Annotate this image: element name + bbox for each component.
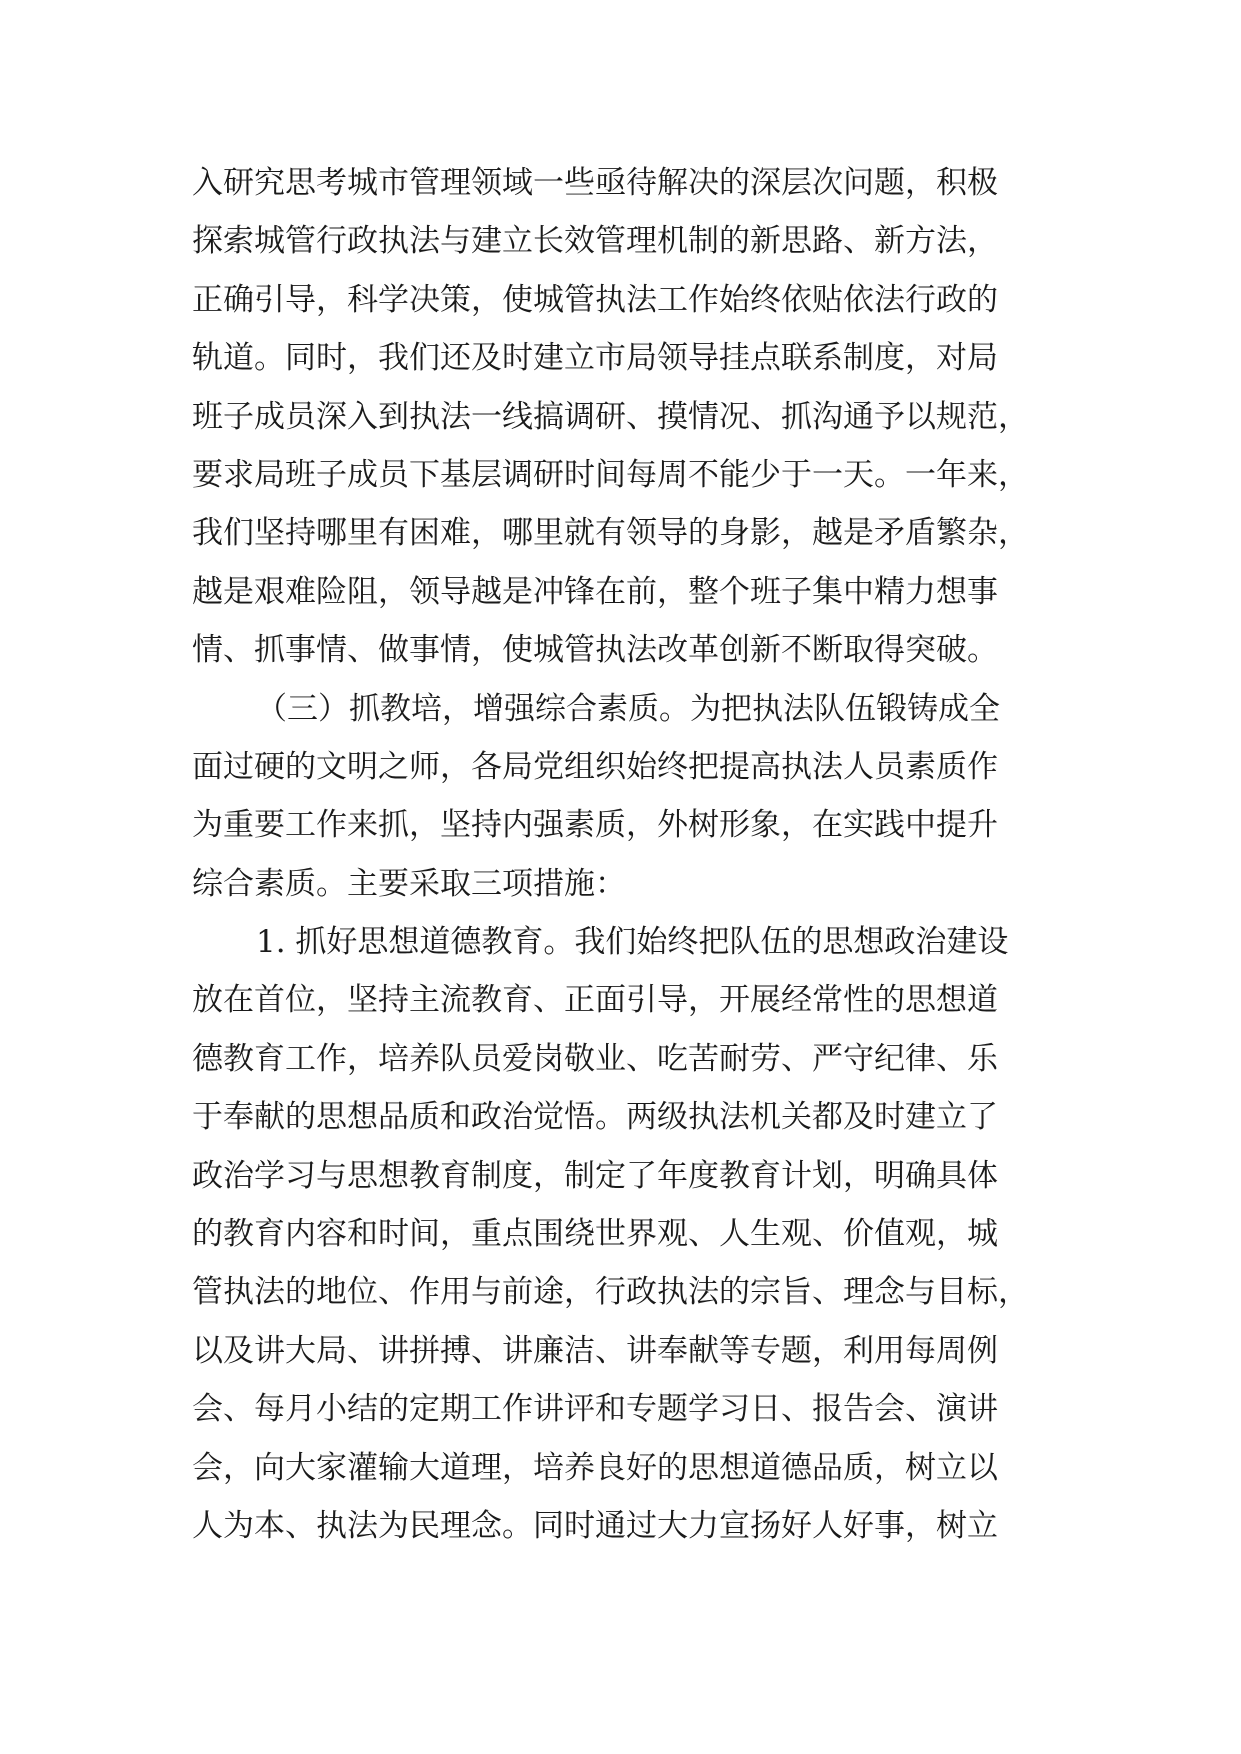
text-line: 会，向大家灌输大道理，培养良好的思想道德品质，树立以: [192, 1449, 998, 1486]
text-line: 综合素质。主要采取三项措施：: [192, 865, 626, 902]
text-line: 探索城管行政执法与建立长效管理机制的新思路、新方法，: [192, 223, 998, 260]
text-line: 人为本、执法为民理念。同时通过大力宣扬好人好事，树立: [192, 1507, 998, 1544]
text-line: 面过硬的文明之师，各局党组织始终把提高执法人员素质作: [192, 748, 998, 785]
text-line: 为重要工作来抓，坚持内强素质，外树形象，在实践中提升: [192, 807, 998, 844]
text-line: 正确引导，科学决策，使城管执法工作始终依贴依法行政的: [192, 281, 998, 318]
text-line: 我们坚持哪里有困难，哪里就有领导的身影，越是矛盾繁杂，: [192, 515, 1029, 552]
text-line: 要求局班子成员下基层调研时间每周不能少于一天。一年来，: [192, 456, 1029, 493]
section-heading-line: （三）抓教培，增强综合素质。为把执法队伍锻铸成全: [256, 690, 1000, 727]
text-line: 轨道。同时，我们还及时建立市局领导挂点联系制度，对局: [192, 340, 998, 377]
text-line: 政治学习与思想教育制度，制定了年度教育计划，明确具体: [192, 1157, 998, 1194]
text-line: 会、每月小结的定期工作讲评和专题学习日、报告会、演讲: [192, 1391, 998, 1428]
text-line: 德教育工作，培养队员爱岗敬业、吃苦耐劳、严守纪律、乐: [192, 1040, 998, 1077]
text-line: 越是艰难险阻，领导越是冲锋在前，整个班子集中精力想事: [192, 573, 998, 610]
text-line: 以及讲大局、讲拼搏、讲廉洁、讲奉献等专题，利用每周例: [192, 1332, 998, 1369]
text-line: 班子成员深入到执法一线搞调研、摸情况、抓沟通予以规范，: [192, 398, 1029, 435]
body-text: [192, 154, 1072, 1555]
text-line: 于奉献的思想品质和政治觉悟。两级执法机关都及时建立了: [192, 1099, 998, 1136]
text-line: 入研究思考城市管理领域一些亟待解决的深层次问题，积极: [192, 165, 998, 201]
text-line: 的教育内容和时间，重点围绕世界观、人生观、价值观，城: [192, 1216, 998, 1253]
text-line: 放在首位，坚持主流教育、正面引导，开展经常性的思想道: [192, 982, 998, 1019]
text-line: 情、抓事情、做事情，使城管执法改革创新不断取得突破。: [192, 632, 998, 669]
numbered-item-line: 1. 抓好思想道德教育。我们始终把队伍的思想政治建设: [256, 924, 1009, 961]
text-line: 管执法的地位、作用与前途，行政执法的宗旨、理念与目标，: [192, 1274, 1029, 1311]
